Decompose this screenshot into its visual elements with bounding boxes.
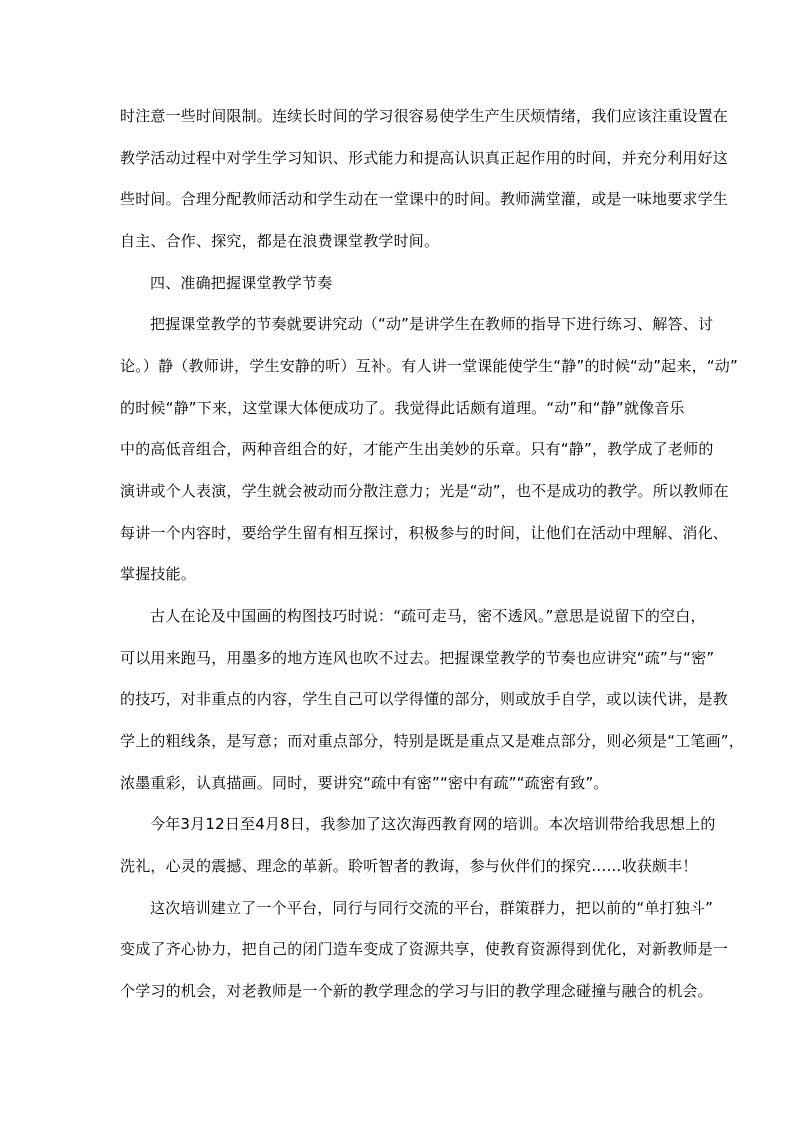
text-line: 中的高低音组合，两种音组合的好，才能产生出美妙的乐章。只有“静”，教学成了老师的 [120, 440, 714, 458]
text-line: 时注意一些时间限制。连续长时间的学习很容易使学生产生厌烦情绪，我们应该注重设置在 [120, 107, 729, 125]
text-line: 演讲或个人表演，学生就会被动而分散注意力；光是“动”，也不是成功的教学。所以教师在 [120, 482, 729, 500]
text-line: 古人在论及中国画的构图技巧时说：“疏可走马，密不透风。”意思是说留下的空白， [150, 607, 706, 625]
text-line: 的时候“静”下来，这堂课大体便成功了。我觉得此话颇有道理。“动”和“静”就像音乐 [120, 399, 685, 417]
text-line: 洗礼，心灵的震撼、理念的革新。聆听智者的教诲，参与伙伴们的探究……收获颇丰！ [120, 857, 698, 875]
text-line: 自主、合作、探究，都是在浪费课堂教学时间。 [120, 232, 440, 250]
text-line: 可以用来跑马，用墨多的地方连风也吹不过去。把握课堂教学的节奏也应讲究“疏”与“密” [120, 649, 715, 667]
text-line: 变成了齐心协力，把自己的闭门造车变成了资源共享，使教育资源得到优化，对新教师是一 [120, 940, 729, 958]
text-line: 论。）静（教师讲，学生安静的听）互补。有人讲一堂课能使学生“静”的时候“动”起来，“动” [120, 357, 738, 375]
text-line: 掌握技能。 [120, 565, 197, 583]
text-line: 教学活动过程中对学生学习知识、形式能力和提高认识真正起作用的时间，并充分利用好这 [120, 149, 729, 167]
text-line: 这次培训建立了一个平台，同行与同行交流的平台，群策群力，把以前的“单打独斗” [150, 899, 714, 917]
text-line: 浓墨重彩，认真描画。同时，要讲究“疏中有密”“密中有疏”“疏密有致”。 [120, 774, 609, 792]
text-line: 个学习的机会，对老教师是一个新的教学理念的学习与旧的教学理念碰撞与融合的机会。 [120, 982, 713, 1000]
text-line: 些时间。合理分配教师活动和学生动在一堂课中的时间。教师满堂灌，或是一味地要求学生 [120, 190, 729, 208]
text-line: 每讲一个内容时，要给学生留有相互探讨，积极参与的时间，让他们在活动中理解、消化、 [120, 524, 729, 542]
text-line: 学上的粗线条，是写意；而对重点部分，特别是既是重点又是难点部分，则必须是“工笔画”， [120, 732, 744, 750]
text-line: 把握课堂教学的节奏就要讲究动（“动”是讲学生在教师的指导下进行练习、解答、讨 [150, 315, 714, 333]
text-line: 今年3月12日至4月8日，我参加了这次海西教育网的培训。本次培训带给我思想上的 [150, 815, 716, 833]
section-heading: 四、准确把握课堂教学节奏 [150, 274, 333, 292]
text-line: 的技巧，对非重点的内容，学生自己可以学得懂的部分，则或放手自学，或以读代讲，是教 [120, 690, 729, 708]
